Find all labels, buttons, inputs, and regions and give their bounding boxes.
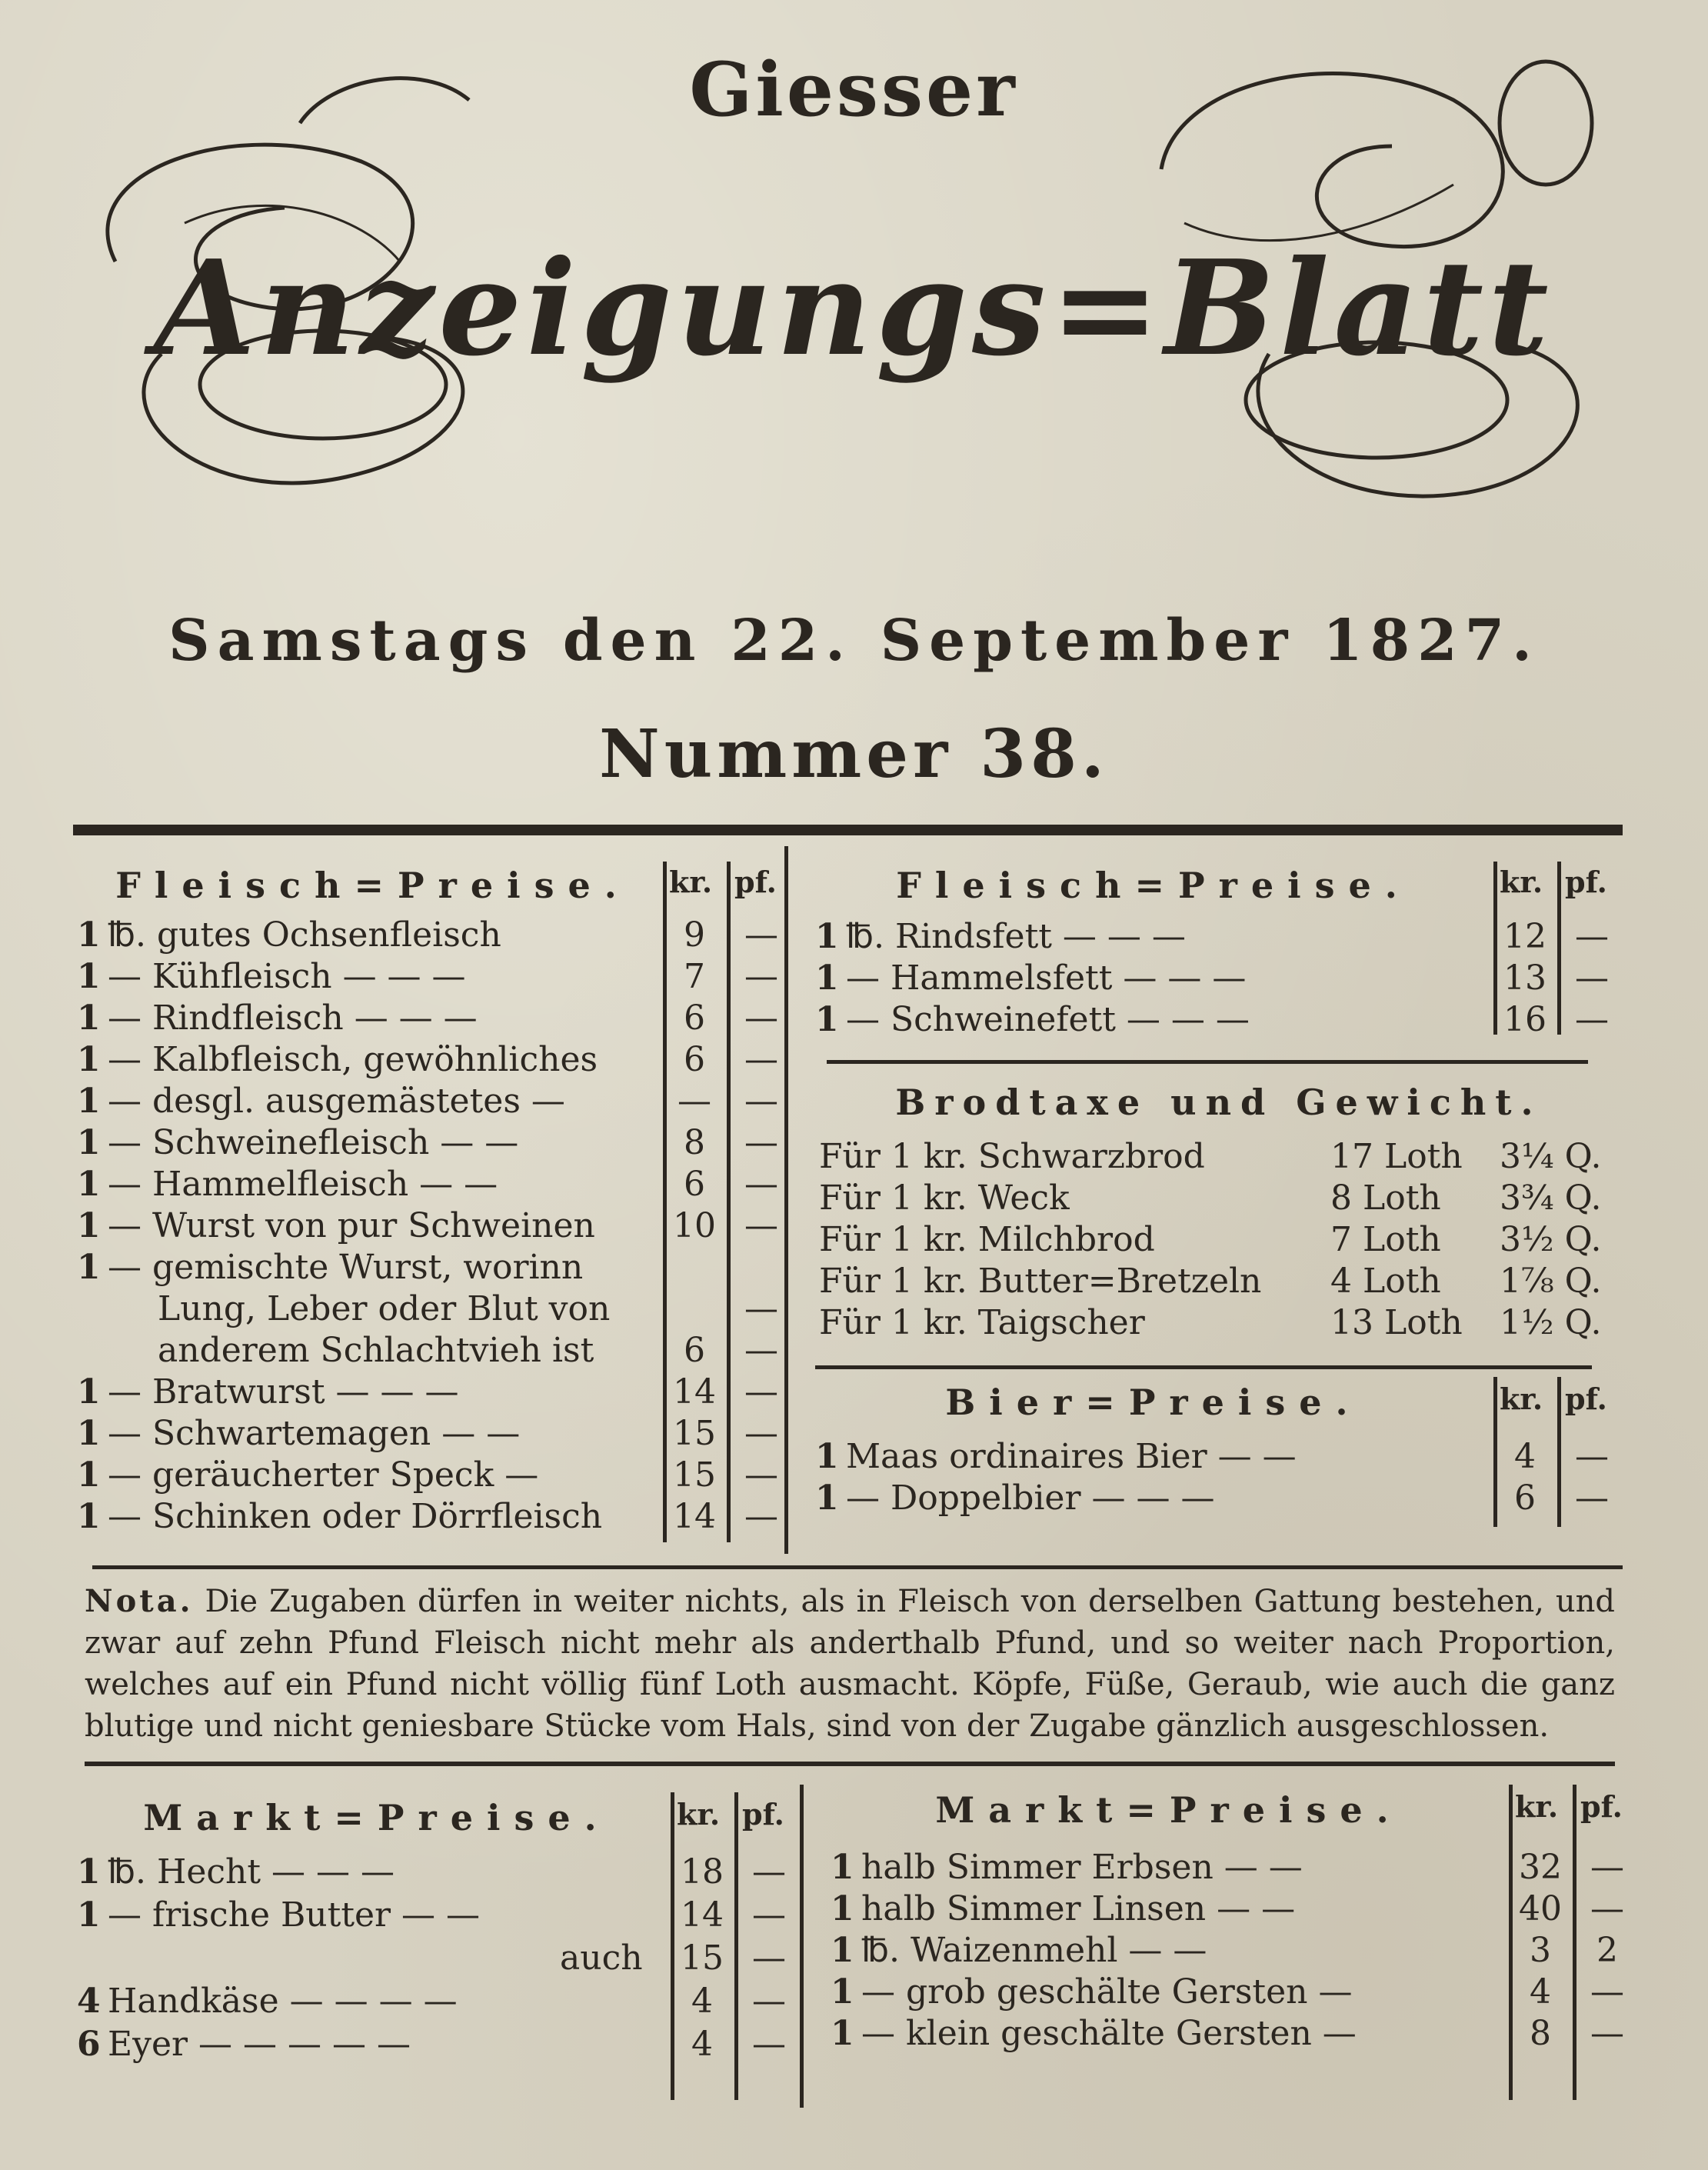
row-description: Für 1 kr. Weck	[819, 1178, 1070, 1218]
markt-left-row	[77, 1938, 815, 1982]
date-line: Samstags den 22. September 1827.	[168, 608, 1540, 674]
fleisch-right-block	[815, 854, 1623, 1038]
fleisch-left-row	[77, 998, 792, 1040]
row-loth: 13 Loth	[1330, 1303, 1463, 1342]
row-kreuzer: 15	[681, 1938, 724, 1978]
fleisch-right-pf-head: pf.	[1565, 865, 1607, 899]
row-quantity: 6	[77, 2025, 101, 2064]
masthead	[69, 31, 1638, 569]
markt-left-kr-head: kr.	[677, 1797, 721, 1832]
row-pfennig: —	[752, 1938, 786, 1978]
markt-left-row	[77, 2025, 815, 2068]
center-divider	[784, 846, 788, 1554]
fleisch-left-row	[77, 1040, 792, 1082]
row-kreuzer: 6	[1514, 1478, 1536, 1518]
markt-right-kr-head: kr.	[1515, 1789, 1559, 1824]
row-loth: 8 Loth	[1330, 1178, 1441, 1218]
brodtaxe-row	[815, 1303, 1623, 1345]
brodtaxe-title: Brodtaxe und Gewicht.	[895, 1082, 1543, 1123]
row-pfennig: —	[1575, 1478, 1609, 1518]
fleisch-left-row	[77, 1455, 792, 1497]
row-kreuzer: 6	[684, 1331, 705, 1370]
row-description: Maas ordinaires Bier — —	[846, 1437, 1297, 1476]
row-quantity: 1	[77, 957, 101, 996]
bier-pf-head: pf.	[1565, 1382, 1607, 1416]
markt-right-block	[831, 1777, 1630, 2100]
row-pfennig: —	[744, 1165, 778, 1204]
brodtaxe-row	[815, 1137, 1623, 1178]
markt-right-pf-head: pf.	[1580, 1789, 1623, 1824]
row-description: Für 1 kr. Schwarzbrod	[819, 1137, 1205, 1176]
row-kreuzer: 15	[673, 1455, 716, 1495]
row-description: Für 1 kr. Butter=Bretzeln	[819, 1262, 1262, 1301]
bier-kr-head: kr.	[1500, 1382, 1543, 1416]
bier-row	[815, 1437, 1623, 1478]
row-kreuzer: 12	[1503, 917, 1547, 956]
row-kreuzer: 14	[673, 1497, 716, 1536]
markt-left-pf-head: pf.	[742, 1797, 784, 1832]
markt-right-row	[831, 1931, 1630, 1972]
row-quantity: 4	[77, 1982, 101, 2021]
markt-left-block	[77, 1785, 815, 2108]
fleisch-left-row	[77, 1082, 792, 1123]
row-description: — Doppelbier — — —	[846, 1478, 1215, 1518]
row-pfennig: —	[1590, 2014, 1624, 2053]
markt-left-row	[77, 1895, 815, 1938]
brodtaxe-block	[815, 1077, 1623, 1354]
row-pfennig: —	[752, 1852, 786, 1892]
row-kreuzer: 6	[684, 1165, 705, 1204]
fleisch-right-row	[815, 1000, 1623, 1042]
row-description: — Schweinefett — — —	[846, 1000, 1250, 1039]
row-description: — Bratwurst — — —	[108, 1372, 459, 1412]
fleisch-left-row	[77, 915, 792, 957]
row-kreuzer: —	[678, 1082, 711, 1121]
nota-label: Nota.	[85, 1583, 194, 1619]
row-description: auch	[560, 1938, 643, 1978]
row-kreuzer: 4	[691, 1982, 713, 2021]
row-quantity: 1	[77, 1082, 101, 1121]
row-quantity: 1	[815, 1000, 839, 1039]
row-description: — desgl. ausgemästetes —	[108, 1082, 565, 1121]
row-pfennig: —	[1590, 1889, 1624, 1928]
row-kreuzer: 8	[684, 1123, 705, 1162]
row-kreuzer: 4	[691, 2025, 713, 2064]
row-kreuzer: 6	[684, 1040, 705, 1079]
row-kreuzer: 18	[681, 1852, 724, 1892]
row-pfennig: —	[752, 1895, 786, 1935]
row-quantity: 1	[77, 1123, 101, 1162]
fleisch-left-row	[77, 1206, 792, 1248]
row-description: — Schweinefleisch — —	[108, 1123, 519, 1162]
row-description: Eyer — — — — —	[108, 2025, 411, 2064]
row-kreuzer: 4	[1514, 1437, 1536, 1476]
row-kreuzer: 16	[1503, 1000, 1547, 1039]
row-quantity: 1	[815, 958, 839, 998]
row-quantity: 1	[831, 1889, 854, 1928]
row-pfennig: —	[1575, 1437, 1609, 1476]
rule-bier	[815, 1365, 1592, 1369]
row-pfennig: —	[744, 1123, 778, 1162]
row-pfennig: —	[1575, 917, 1609, 956]
row-quantity: 1	[831, 1931, 854, 1970]
row-kreuzer: 40	[1519, 1889, 1562, 1928]
row-loth: 17 Loth	[1330, 1137, 1463, 1176]
row-pfennig: —	[1590, 1972, 1624, 2012]
row-description: Handkäse — — — —	[108, 1982, 458, 2021]
top-rule	[73, 825, 1623, 835]
row-description: — gemischte Wurst, worinn	[108, 1248, 584, 1287]
brodtaxe-row	[815, 1178, 1623, 1220]
row-quantity: 1	[831, 1972, 854, 2012]
row-description: — frische Butter — —	[108, 1895, 481, 1935]
row-description: ℔. gutes Ochsenfleisch	[108, 915, 501, 955]
markt-right-row	[831, 1848, 1630, 1889]
row-quantity: 1	[77, 915, 101, 955]
fleisch-right-title: Fleisch=Preise.	[896, 865, 1411, 906]
row-quantity: 1	[77, 1206, 101, 1245]
markt-right-row	[831, 2014, 1630, 2055]
row-description: ℔. Waizenmehl — —	[861, 1931, 1207, 1970]
row-pfennig: —	[1575, 1000, 1609, 1039]
row-quantity: 1	[77, 1248, 101, 1287]
row-pfennig: —	[744, 1455, 778, 1495]
rule-nota	[92, 1565, 1623, 1569]
row-kreuzer: 3	[1530, 1931, 1551, 1970]
fleisch-left-row	[77, 1289, 792, 1331]
nota-text: Die Zugaben dürfen in weiter nichts, als in Fleisch von derselben Gattung bestehen, und zwar auf zehn Pfund Fleisch nicht mehr als anderthalb Pfund, und so weiter nach Proportion, welches auf ein Pfund nicht völlig fünf Loth ausmacht. Köpfe, Füße, Geraub, wie auch die ganz blutige und nicht geniesbare Stücke vom Hals, sind von der Zugabe gänzlich ausgeschlossen.	[85, 1584, 1615, 1744]
row-kreuzer: 9	[684, 915, 705, 955]
row-quantity: 1	[77, 1497, 101, 1536]
fleisch-left-row	[77, 1414, 792, 1455]
row-description: — Wurst von pur Schweinen	[108, 1206, 595, 1245]
row-description: — geräucherter Speck —	[108, 1455, 539, 1495]
row-quantity: 1	[815, 1437, 839, 1476]
brodtaxe-row	[815, 1220, 1623, 1262]
row-quantity: 1	[815, 1478, 839, 1518]
row-quantity: 1	[831, 2014, 854, 2053]
row-quantity: 1	[77, 1165, 101, 1204]
row-description: — Rindfleisch — — —	[108, 998, 478, 1038]
fleisch-left-row	[77, 1165, 792, 1206]
row-pfennig: —	[744, 1206, 778, 1245]
row-description: — Schwartemagen — —	[108, 1414, 521, 1453]
markt-center-divider	[800, 1785, 804, 2108]
row-pfennig: —	[744, 1289, 778, 1328]
row-quantity: 1	[77, 1040, 101, 1079]
row-pfennig: —	[744, 1331, 778, 1370]
row-quantity: 1	[77, 1372, 101, 1412]
row-quantity: 1	[77, 1895, 101, 1935]
row-quentchen: 3¾ Q.	[1500, 1178, 1602, 1218]
row-description: — Kalbfleisch, gewöhnliches	[108, 1040, 598, 1079]
row-kreuzer: 8	[1530, 2014, 1551, 2053]
markt-right-row	[831, 1972, 1630, 2014]
fleisch-left-row	[77, 1123, 792, 1165]
row-description: — Hammelsfett — — —	[846, 958, 1247, 998]
row-quantity: 1	[77, 1455, 101, 1495]
fleisch-left-title: Fleisch=Preise.	[115, 865, 631, 906]
row-description: Für 1 kr. Taigscher	[819, 1303, 1145, 1342]
row-kreuzer: 10	[673, 1206, 716, 1245]
row-kreuzer: 4	[1530, 1972, 1551, 2012]
fleisch-left-row	[77, 1248, 792, 1289]
row-pfennig: —	[744, 1372, 778, 1412]
row-description: Für 1 kr. Milchbrod	[819, 1220, 1155, 1259]
row-description: — Kühfleisch — — —	[108, 957, 466, 996]
row-description: anderem Schlachtvieh ist	[158, 1331, 594, 1370]
row-kreuzer: 7	[684, 957, 705, 996]
row-description: halb Simmer Linsen — —	[861, 1889, 1296, 1928]
fleisch-left-row	[77, 957, 792, 998]
row-description: ℔. Hecht — — —	[108, 1852, 395, 1892]
row-pfennig: —	[752, 1982, 786, 2021]
row-kreuzer: 13	[1503, 958, 1547, 998]
fleisch-left-block	[77, 854, 792, 1546]
markt-left-row	[77, 1852, 815, 1895]
row-quentchen: 3½ Q.	[1500, 1220, 1602, 1259]
row-loth: 4 Loth	[1330, 1262, 1441, 1301]
row-pfennig: 2	[1596, 1931, 1618, 1970]
row-pfennig: —	[1590, 1848, 1624, 1887]
rule-markt	[85, 1762, 1615, 1766]
row-pfennig: —	[752, 2025, 786, 2064]
row-quentchen: 1½ Q.	[1500, 1303, 1602, 1342]
markt-right-title: Markt=Preise.	[935, 1789, 1403, 1831]
rule-brodtaxe	[827, 1060, 1588, 1064]
row-pfennig: —	[744, 915, 778, 955]
fleisch-left-pf-head: pf.	[734, 865, 777, 899]
bier-title: Bier=Preise.	[945, 1382, 1362, 1423]
row-pfennig: —	[744, 998, 778, 1038]
row-kreuzer: 14	[681, 1895, 724, 1935]
row-description: — Schinken oder Dörrfleisch	[108, 1497, 603, 1536]
row-kreuzer: 32	[1519, 1848, 1562, 1887]
row-kreuzer: 14	[673, 1372, 716, 1412]
markt-left-row	[77, 1982, 815, 2025]
markt-right-row	[831, 1889, 1630, 1931]
row-description: halb Simmer Erbsen — —	[861, 1848, 1303, 1887]
row-pfennig: —	[1575, 958, 1609, 998]
row-pfennig: —	[744, 1082, 778, 1121]
row-kreuzer: 15	[673, 1414, 716, 1453]
row-quantity: 1	[77, 1414, 101, 1453]
bier-row	[815, 1478, 1623, 1520]
masthead-giesser: Giesser	[689, 46, 1018, 133]
row-kreuzer: 6	[684, 998, 705, 1038]
row-pfennig: —	[744, 957, 778, 996]
fleisch-left-row	[77, 1331, 792, 1372]
row-quantity: 1	[77, 998, 101, 1038]
row-loth: 7 Loth	[1330, 1220, 1441, 1259]
row-description: — Hammelfleisch — —	[108, 1165, 498, 1204]
fleisch-left-row	[77, 1497, 792, 1538]
row-description: — grob geschälte Gersten —	[861, 1972, 1353, 2012]
fleisch-left-kr-head: kr.	[669, 865, 713, 899]
row-pfennig: —	[744, 1040, 778, 1079]
nota-paragraph	[85, 1581, 1615, 1747]
row-pfennig: —	[744, 1414, 778, 1453]
row-quantity: 1	[77, 1852, 101, 1892]
row-quantity: 1	[815, 917, 839, 956]
fleisch-right-row	[815, 958, 1623, 1000]
row-pfennig: —	[744, 1497, 778, 1536]
row-description: Lung, Leber oder Blut von	[158, 1289, 611, 1328]
row-quentchen: 1⅞ Q.	[1500, 1262, 1602, 1301]
masthead-title: Anzeigungs=Blatt	[154, 232, 1553, 385]
markt-left-title: Markt=Preise.	[143, 1797, 611, 1838]
row-quantity: 1	[831, 1848, 854, 1887]
row-description: — klein geschälte Gersten —	[861, 2014, 1357, 2053]
bier-block	[815, 1377, 1623, 1531]
row-quentchen: 3¼ Q.	[1500, 1137, 1602, 1176]
issue-number: Nummer 38.	[599, 715, 1109, 793]
fleisch-right-kr-head: kr.	[1500, 865, 1543, 899]
fleisch-left-row	[77, 1372, 792, 1414]
row-description: ℔. Rindsfett — — —	[846, 917, 1186, 956]
brodtaxe-row	[815, 1262, 1623, 1303]
fleisch-right-row	[815, 917, 1623, 958]
